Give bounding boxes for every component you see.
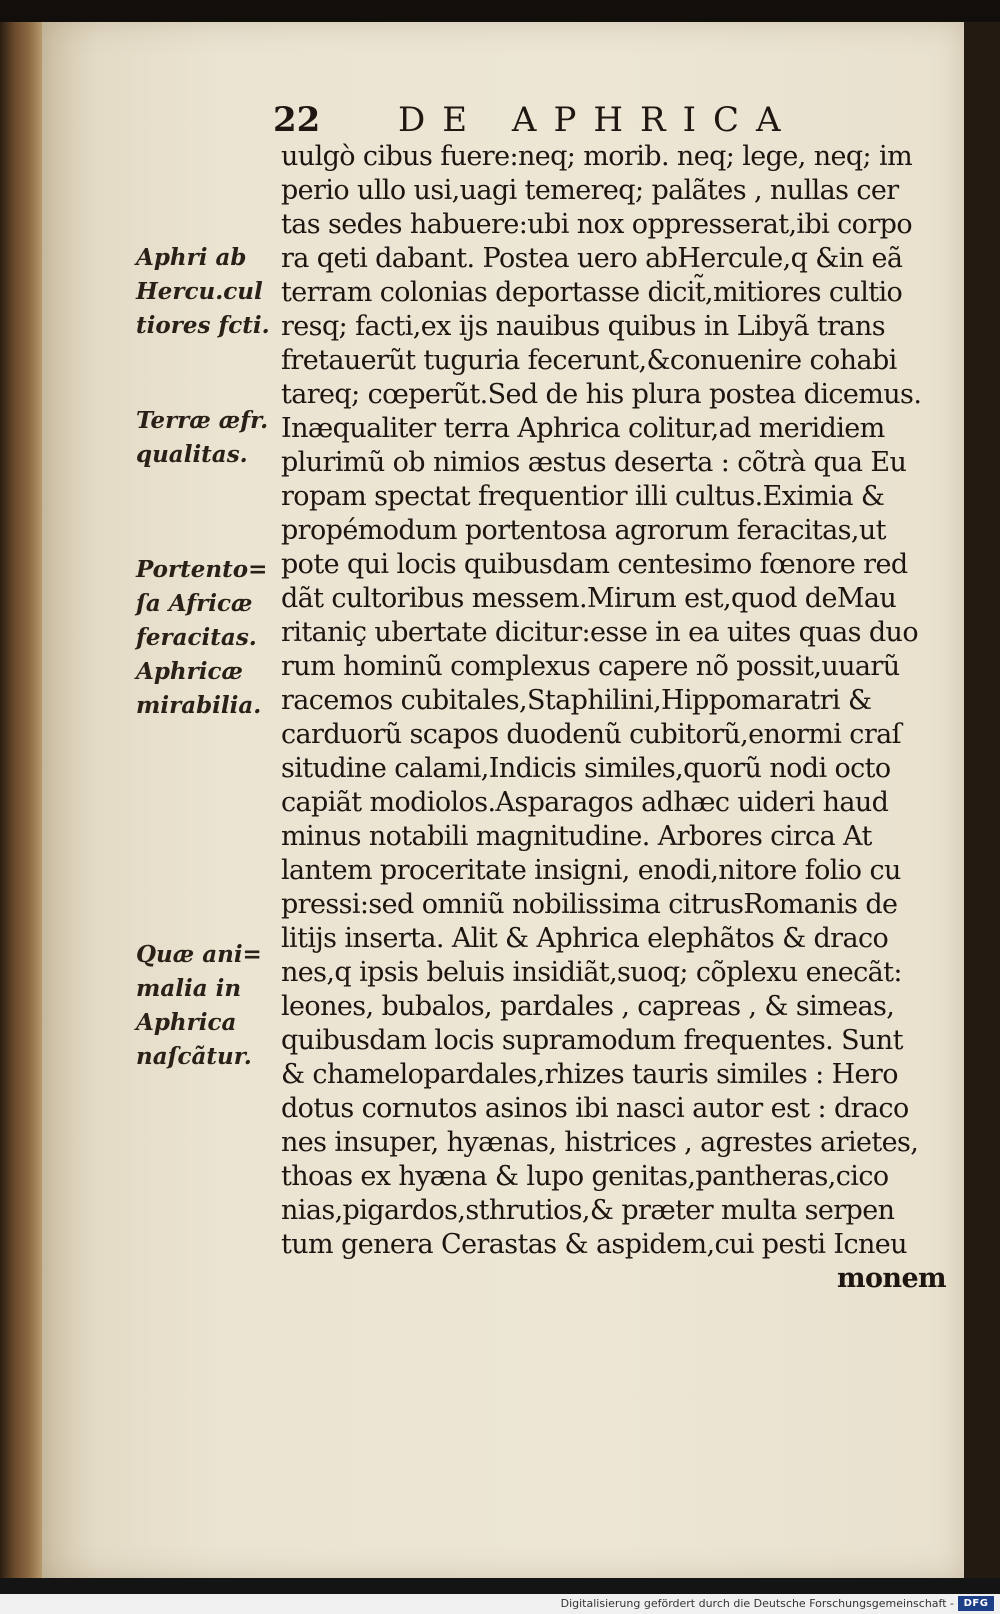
main-text-block xyxy=(281,140,946,1296)
text-line: terram colonias deportasse dicit̃,mitiores cultio xyxy=(281,277,903,308)
marginal-note-line: Terræ æfr. xyxy=(136,407,269,434)
text-line: litijs inserta. Alit & Aphrica elephãtos & draco xyxy=(281,923,889,954)
text-line: uulgò cibus fuere:neq; morib. neq; lege, neq; im xyxy=(281,141,913,172)
text-line: dãt cultoribus messem.Mirum est,quod deMau xyxy=(281,583,897,614)
text-line: ropam spectat frequentior illi cultus.Eximia & xyxy=(281,481,885,512)
text-line: carduorũ scapos duodenũ cubitorũ,enormi craſ xyxy=(281,719,902,750)
text-line: nes,q ipsis beluis insidiãt,suoq; cõplexu enecãt: xyxy=(281,957,902,988)
text-line: fretauerũt tuguria fecerunt,&conuenire cohabi xyxy=(281,345,897,376)
text-line: nes insuper, hyænas, histrices , agrestes arietes, xyxy=(281,1127,919,1158)
marginal-note-line: feracitas. xyxy=(136,624,257,651)
page-number: 22 xyxy=(273,100,321,140)
text-line: resq; facti,ex ijs nauibus quibus in Libyã trans xyxy=(281,311,885,342)
text-line: dotus cornutos asinos ibi nasci autor est : draco xyxy=(281,1093,909,1124)
text-line: capiãt modiolos.Asparagos adhæc uideri haud xyxy=(281,787,889,818)
text-line: & chamelopardales,rhizes tauris similes : Hero xyxy=(281,1059,898,1090)
catchword: monem xyxy=(837,1263,946,1294)
text-line: tum genera Cerastas & aspidem,cui pesti Icneu xyxy=(281,1229,907,1260)
dfg-logo: DFG xyxy=(958,1596,994,1611)
text-line: minus notabili magnitudine. Arbores circa At xyxy=(281,821,872,852)
text-line: leones, bubalos, pardales , capreas , & simeas, xyxy=(281,991,895,1022)
marginal-note-animalia xyxy=(136,938,271,1074)
text-line: tas sedes habuere:ubi nox oppresserat,ibi corpo xyxy=(281,209,912,240)
text-line: tareq; cœperũt.Sed de his plura postea dicemus. xyxy=(281,379,922,410)
text-line: thoas ex hyæna & lupo genitas,pantheras,cico xyxy=(281,1161,889,1192)
page-header xyxy=(273,100,798,144)
marginal-note-line: Quæ ani= xyxy=(136,941,262,968)
scan-right-edge xyxy=(964,22,1000,1578)
text-line: plurimũ ob nimios æstus deserta : cõtrà qua Eu xyxy=(281,447,907,478)
text-line: rum hominũ complexus capere nõ possit,uuarũ xyxy=(281,651,900,682)
marginal-note-hercules xyxy=(136,241,271,343)
marginal-note-line: ſa Africæ xyxy=(136,590,253,617)
running-head: DE APHRICA xyxy=(398,100,798,140)
scan-top-edge xyxy=(0,0,1000,22)
marginal-note-line: qualitas. xyxy=(136,441,248,468)
marginal-note-terrae xyxy=(136,404,271,472)
text-line: pote qui locis quibusdam centesimo fœnore red xyxy=(281,549,908,580)
marginal-note-line: Hercu.cul xyxy=(136,278,263,305)
text-line: nias,pigardos,sthrutios,& præter multa serpen xyxy=(281,1195,895,1226)
text-line: situdine calami,Indicis similes,quorũ nodi octo xyxy=(281,753,891,784)
text-line: perio ullo usi,uagi temereq; palãtes , nullas cer xyxy=(281,175,899,206)
marginal-note-line: malia in xyxy=(136,975,242,1002)
marginal-note-line: Aphrica xyxy=(136,1009,237,1036)
text-line: Inæqualiter terra Aphrica colitur,ad meridiem xyxy=(281,413,885,444)
funding-credit: Digitalisierung gefördert durch die Deutsche Forschungsgemeinschaft - xyxy=(560,1597,954,1610)
marginal-note-feracitas xyxy=(136,553,271,723)
text-line: propémodum portentosa agrorum feracitas,ut xyxy=(281,515,886,546)
text-line: pressi:sed omniũ nobilissima citrusRomanis de xyxy=(281,889,898,920)
book-spine xyxy=(0,22,42,1578)
marginal-note-line: Aphri ab xyxy=(136,244,247,271)
marginal-note-line: Portento= xyxy=(136,556,268,583)
text-line: lantem proceritate insigni, enodi,nitore folio cu xyxy=(281,855,901,886)
marginal-note-line: tiores fcti. xyxy=(136,312,270,339)
text-line: ra qeti dabant. Postea uero abHercule,q &in eã xyxy=(281,243,903,274)
text-line: racemos cubitales,Staphilini,Hippomaratri & xyxy=(281,685,872,716)
marginal-note-line: Aphricæ xyxy=(136,658,243,685)
marginal-note-line: mirabilia. xyxy=(136,692,262,719)
marginal-note-line: naſcãtur. xyxy=(136,1043,252,1070)
text-line: ritaniç ubertate dicitur:esse in ea uites quas duo xyxy=(281,617,918,648)
text-line: quibusdam locis supramodum frequentes. Sunt xyxy=(281,1025,903,1056)
